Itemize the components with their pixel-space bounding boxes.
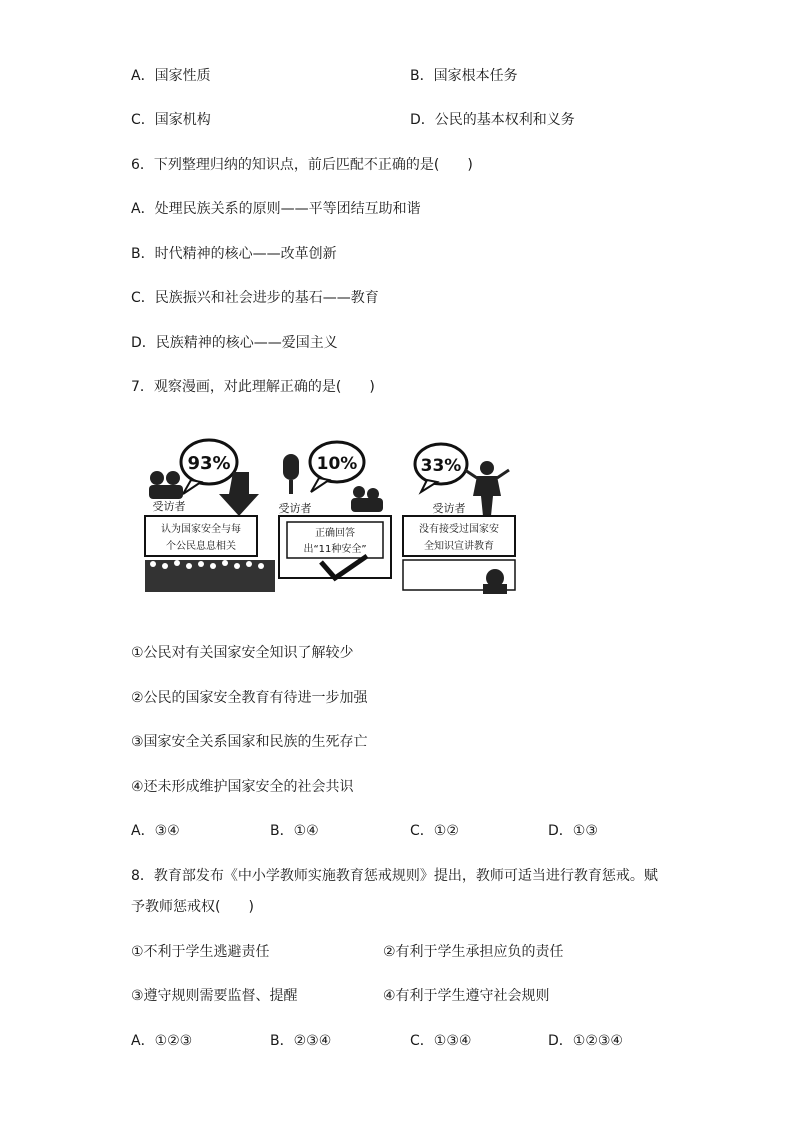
q6-option-c: C．民族振兴和社会进步的基石——教育 — [131, 290, 379, 306]
panel2-label: 受访者 — [278, 502, 312, 515]
q7-option-a: A．③④ — [131, 823, 180, 839]
q7-statement-4: ④还未形成维护国家安全的社会共识 — [131, 779, 354, 795]
q8-option-c: C．①③④ — [410, 1033, 472, 1049]
panel2-text-2: 出“11种安全” — [303, 544, 367, 555]
comic-panel-3 — [403, 444, 515, 594]
q7-option-c: C．①② — [410, 823, 459, 839]
q7-statement-1: ①公民对有关国家安全知识了解较少 — [131, 645, 354, 661]
comic-panel-2 — [279, 442, 392, 578]
q8-stem-line-2: 予教师惩戒权( ) — [131, 899, 254, 915]
q6-option-b: B．时代精神的核心——改革创新 — [131, 246, 337, 262]
panel1-percent: 93% — [187, 453, 231, 474]
q7-option-b: B．①④ — [270, 823, 319, 839]
q7-statement-2: ②公民的国家安全教育有待进一步加强 — [131, 690, 368, 706]
q8-option-d: D．①②③④ — [548, 1033, 623, 1049]
panel3-text-1: 没有接受过国家安 — [419, 524, 499, 535]
q8-statement-4: ④有利于学生遵守社会规则 — [383, 988, 550, 1004]
q5-option-d: D．公民的基本权利和义务 — [410, 112, 575, 128]
panel2-text-1: 正确回答 — [315, 528, 355, 539]
q8-statement-1: ①不利于学生逃避责任 — [131, 944, 270, 960]
q6-option-a: A．处理民族关系的原则——平等团结互助和谐 — [131, 201, 421, 217]
panel3-text-2: 全知识宣讲教育 — [424, 541, 494, 552]
q8-stem-line-1: 8．教育部发布《中小学教师实施教育惩戒规则》提出，教师可适当进行教育惩戒。赋 — [131, 868, 658, 884]
q7-statement-3: ③国家安全关系国家和民族的生死存亡 — [131, 734, 368, 750]
comic-panel-1 — [145, 440, 275, 592]
q7-stem: 7．观察漫画，对此理解正确的是( ) — [131, 379, 375, 395]
panel3-percent: 33% — [420, 456, 462, 476]
q7-option-d: D．①③ — [548, 823, 598, 839]
panel1-text-1: 认为国家安全与每 — [161, 524, 241, 535]
q5-option-b: B．国家根本任务 — [410, 68, 518, 84]
q8-statement-2: ②有利于学生承担应负的责任 — [383, 944, 564, 960]
panel1-text-2: 个公民息息相关 — [166, 541, 236, 552]
q8-statement-3: ③遵守规则需要监督、提醒 — [131, 988, 298, 1004]
q5-option-c: C．国家机构 — [131, 112, 211, 128]
q8-option-b: B．②③④ — [270, 1033, 332, 1049]
survey-comic — [131, 432, 521, 602]
q5-option-a: A．国家性质 — [131, 68, 211, 84]
q6-stem: 6．下列整理归纳的知识点，前后匹配不正确的是( ) — [131, 157, 473, 173]
q6-option-d: D．民族精神的核心——爱国主义 — [131, 335, 338, 351]
q8-option-a: A．①②③ — [131, 1033, 193, 1049]
panel2-percent: 10% — [316, 454, 358, 474]
panel3-label: 受访者 — [432, 502, 466, 515]
panel1-label: 受访者 — [152, 500, 186, 513]
